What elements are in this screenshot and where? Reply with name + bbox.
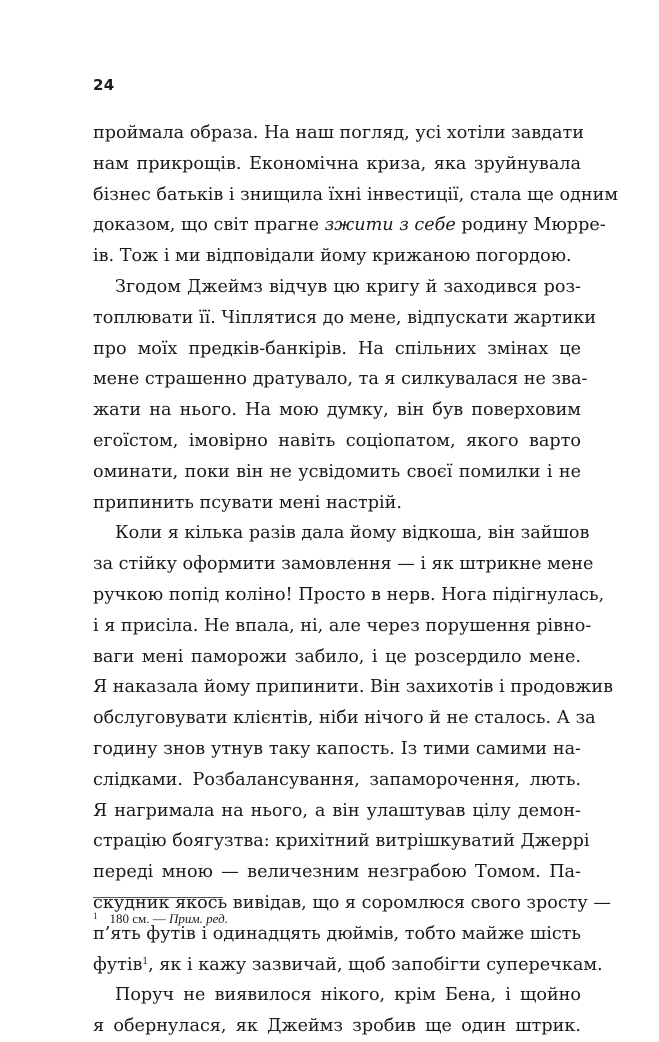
text-line: п’ять футів і одинадцять дюймів, тобто майже шість (93, 923, 581, 944)
text-line: за стійку оформити замовлення — і як штрикне мене (93, 554, 594, 575)
text-line: егоїстом, імовірно навіть соціопатом, якого варто (93, 430, 581, 451)
text-segment: , як і кажу зазвичай, щоб запобігти суперечкам. (148, 954, 603, 975)
text-line (93, 950, 603, 981)
text-line: мене страшенно дратувало, та я силкувалася не зва- (93, 369, 588, 390)
text-line: ваги мені паморожи забило, і це розсердило мене. (93, 646, 581, 667)
text-line: оминати, поки він не усвідомить своєї помилки і не (93, 461, 581, 482)
text-line: годину знов утнув таку капость. Із тими самими на- (93, 738, 581, 759)
text-line: бізнес батьків і знищила їхні інвестиції, стала ще одним (93, 184, 619, 205)
text-line: про моїх предків-банкірів. На спільних змінах це (93, 338, 581, 359)
footnote-divider (93, 897, 223, 898)
text-line: страцію боягузтва: крихітний витрішкуватий Джеррі (93, 831, 590, 852)
text-line: топлювати її. Чіплятися до мене, відпускати жартики (93, 307, 597, 328)
text-line: переді мною — величезним незграбою Томом. Па- (93, 862, 581, 883)
text-line: Коли я кілька разів дала йому відкоша, він зайшов (115, 523, 590, 544)
text-line: Я нагримала на нього, а він улаштував цілу демон- (93, 800, 581, 821)
text-line: Згодом Джеймз відчув цю кригу й заходився роз- (115, 276, 581, 297)
text-line: я обернулася, як Джеймз зробив ще один штрик. (93, 1016, 581, 1037)
text-line: Поруч не виявилося нікого, крім Бена, і щойно (115, 985, 581, 1006)
text-segment: футів (93, 954, 143, 975)
footnote-mark: 1 (93, 911, 98, 921)
footnote (93, 911, 228, 927)
text-line: проймала образа. На наш погляд, усі хотіли завдати (93, 123, 584, 143)
body-text (93, 118, 619, 1042)
text-line: обслуговувати клієнтів, ніби нічого й не сталось. А за (93, 708, 596, 729)
text-line: ів. Тож і ми відповідали йому крижаною погордою. (93, 246, 572, 267)
text-line (93, 210, 606, 241)
page-number: 24 (93, 76, 115, 94)
italic-emphasis: зжити з себе (324, 215, 456, 236)
footnote-editor-note: Прим. ред. (169, 911, 228, 926)
text-line: жати на нього. На мою думку, він був поверховим (93, 400, 581, 421)
text-segment: доказом, що світ прагне (93, 215, 325, 236)
text-line: слідками. Розбалансування, запаморочення, лють. (93, 769, 581, 790)
text-line: ручкою попід коліно! Просто в нерв. Нога підігнулась, (93, 584, 605, 605)
text-line: скудник якось вивідав, що я соромлюся свого зросту — (93, 892, 611, 913)
text-line: Я наказала йому припинити. Він захихотів і продовжив (93, 677, 613, 698)
text-segment: родину Мюрре- (455, 215, 606, 236)
footnote-reference[interactable]: 1 (142, 956, 149, 967)
footnote-text: 180 см. — (109, 911, 169, 926)
text-line: нам прикрощів. Економічна криза, яка зруйнувала (93, 153, 581, 174)
text-line: припинить псувати мені настрій. (93, 492, 402, 513)
text-line: і я присіла. Не впала, ні, але через порушення рівно- (93, 615, 592, 636)
